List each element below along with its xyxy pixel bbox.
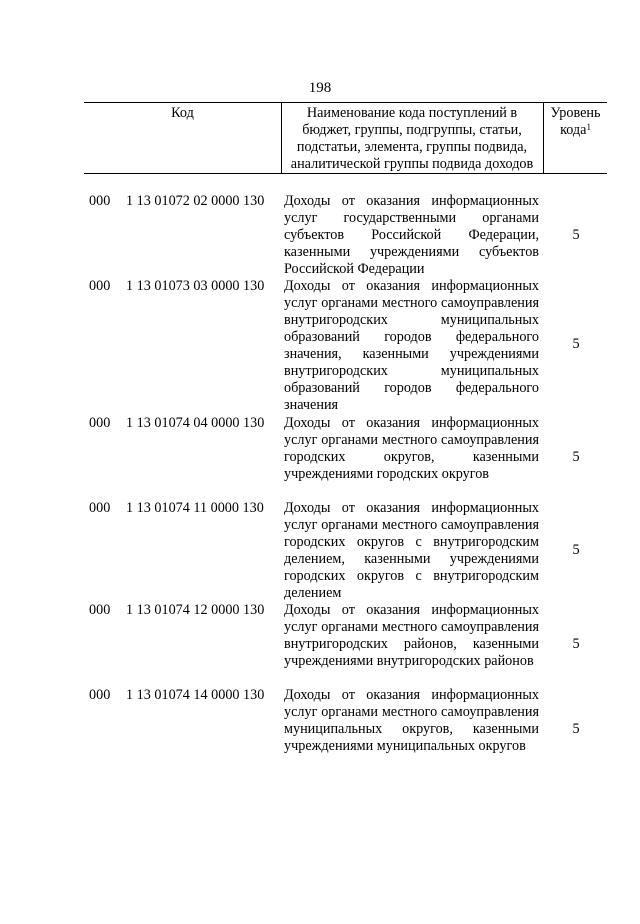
table-row xyxy=(84,687,607,773)
code-level: 5 xyxy=(572,336,580,352)
header-level-label: Уровень кода xyxy=(550,105,601,138)
code-level: 5 xyxy=(572,542,580,558)
code-level: 5 xyxy=(572,636,580,652)
revenue-code: 1 13 01072 02 0000 130 xyxy=(126,193,265,209)
revenue-code: 1 13 01074 14 0000 130 xyxy=(126,687,265,703)
page-number: 198 xyxy=(308,80,332,96)
admin-code: 000 xyxy=(89,415,111,431)
revenue-name: Доходы от оказания информационных услуг органами местного самоуправления городских округов с внутригородским делением, казенными учреждениями городских округов с внутригородским делением xyxy=(284,500,539,601)
revenue-name: Доходы от оказания информационных услуг органами местного самоуправления городских округов, казенными учреждениями городских округов xyxy=(284,415,539,482)
revenue-name: Доходы от оказания информационных услуг органами местного самоуправления внутригородских муниципальных образований городов федерального значения, казенными учреждениями внутригородских муниципальных образований городов федерального значения xyxy=(284,278,539,413)
admin-code: 000 xyxy=(89,602,111,618)
revenue-code: 1 13 01074 12 0000 130 xyxy=(126,602,265,618)
revenue-code: 1 13 01073 03 0000 130 xyxy=(126,278,265,294)
footnote-marker: 1 xyxy=(586,122,591,132)
table-header xyxy=(84,102,607,174)
table-row xyxy=(84,415,607,501)
table-row xyxy=(84,602,607,688)
admin-code: 000 xyxy=(89,193,111,209)
header-level xyxy=(544,105,607,139)
header-name: Наименование кода поступлений в бюджет, группы, подгруппы, статьи, подстатьи, элемента, группы подвида, аналитической группы подвида доходов xyxy=(290,105,534,172)
revenue-code: 1 13 01074 04 0000 130 xyxy=(126,415,265,431)
table-row xyxy=(84,193,607,279)
revenue-name: Доходы от оказания информационных услуг государственными органами субъектов Российской Федерации, казенными учреждениями субъектов Российской Федерации xyxy=(284,193,539,277)
revenue-code: 1 13 01074 11 0000 130 xyxy=(126,500,264,516)
table-row xyxy=(84,500,607,602)
header-code: Код xyxy=(171,105,194,121)
code-level: 5 xyxy=(572,227,580,243)
admin-code: 000 xyxy=(89,687,111,703)
code-level: 5 xyxy=(572,449,580,465)
code-level: 5 xyxy=(572,721,580,737)
revenue-name: Доходы от оказания информационных услуг органами местного самоуправления муниципальных округов, казенными учреждениями муниципальных округов xyxy=(284,687,539,754)
revenue-name: Доходы от оказания информационных услуг органами местного самоуправления внутригородских районов, казенными учреждениями внутригородских районов xyxy=(284,602,539,669)
admin-code: 000 xyxy=(89,278,111,294)
admin-code: 000 xyxy=(89,500,111,516)
table-row xyxy=(84,278,607,414)
